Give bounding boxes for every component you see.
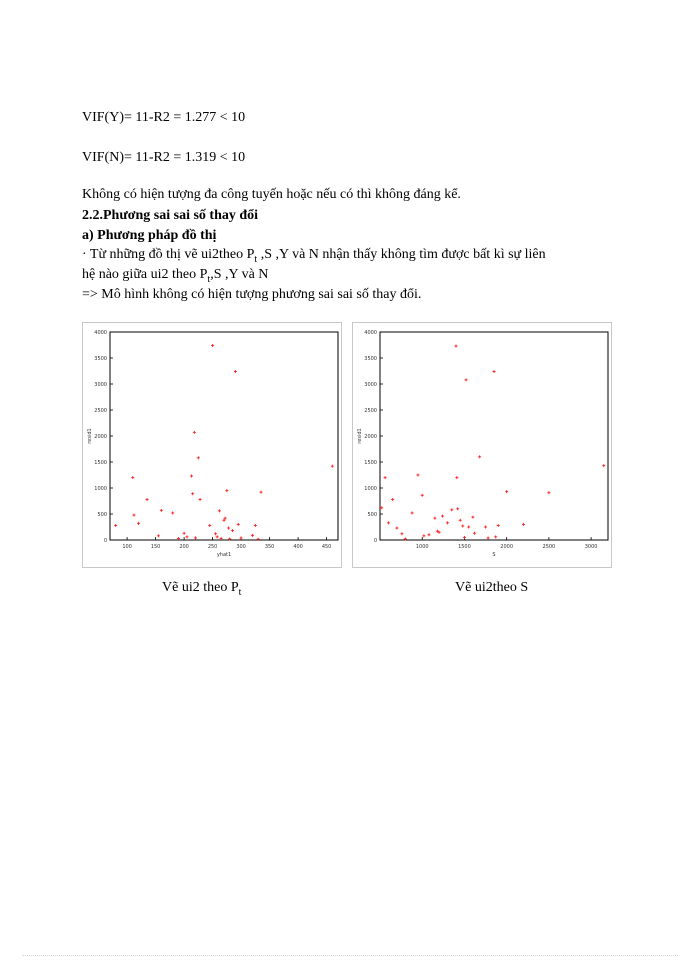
scatter-point bbox=[421, 494, 424, 497]
caption-left-pre: Vẽ ui2 theo P bbox=[162, 580, 239, 595]
scatter-point bbox=[157, 534, 160, 537]
x-tick-label: 250 bbox=[207, 544, 218, 550]
x-tick-label: 3000 bbox=[584, 544, 598, 550]
scatter-point bbox=[191, 492, 194, 495]
chart-frame bbox=[353, 323, 612, 568]
scatter-point bbox=[547, 491, 550, 494]
scatter-point bbox=[459, 519, 462, 522]
scatter-point bbox=[493, 370, 496, 373]
subsection-heading: a) Phương pháp đồ thị bbox=[82, 228, 217, 243]
vif-y-formula: VIF(Y)= 11-R2 = 1.277 < 10 bbox=[82, 110, 246, 125]
scatter-point bbox=[231, 529, 234, 532]
scatter-point bbox=[218, 509, 221, 512]
y-tick-label: 1000 bbox=[364, 486, 377, 492]
y-tick-label: 3000 bbox=[94, 382, 107, 388]
scatter-point bbox=[484, 526, 487, 529]
scatter-point bbox=[237, 523, 240, 526]
scatter-point bbox=[183, 532, 186, 535]
scatter-point bbox=[132, 514, 135, 517]
scatter-plot-ui2-vs-pt bbox=[82, 322, 342, 568]
scatter-point bbox=[463, 536, 466, 539]
scatter-point bbox=[455, 345, 458, 348]
scatter-point bbox=[602, 464, 605, 467]
scatter-point bbox=[461, 524, 464, 527]
scatter-point bbox=[171, 511, 174, 514]
y-tick-label: 0 bbox=[373, 538, 377, 544]
x-tick-label: 1500 bbox=[458, 544, 471, 550]
body-line-2 bbox=[82, 267, 268, 285]
scatter-point bbox=[137, 522, 140, 525]
y-tick-label: 500 bbox=[97, 512, 107, 518]
scatter-point bbox=[216, 535, 219, 538]
y-tick-label: 1500 bbox=[364, 460, 377, 466]
scatter-point bbox=[177, 537, 180, 540]
scatter-point bbox=[427, 533, 430, 536]
scatter-point bbox=[497, 524, 500, 527]
x-tick-label: 200 bbox=[179, 544, 189, 550]
y-axis-label: resid1 bbox=[357, 428, 363, 444]
scatter-point bbox=[441, 515, 444, 518]
y-tick-label: 2000 bbox=[94, 434, 107, 440]
scatter-point bbox=[251, 534, 254, 537]
plot-area bbox=[110, 332, 338, 540]
body-line-2-sub: t bbox=[207, 273, 211, 285]
y-tick-label: 4000 bbox=[364, 330, 377, 336]
scatter-point bbox=[260, 491, 263, 494]
scatter-point bbox=[146, 498, 149, 501]
y-tick-label: 2500 bbox=[364, 408, 377, 414]
x-tick-label: 400 bbox=[293, 544, 303, 550]
body-line-1 bbox=[82, 247, 546, 265]
scatter-point bbox=[391, 498, 394, 501]
y-tick-label: 0 bbox=[103, 538, 107, 544]
scatter-point bbox=[487, 536, 490, 539]
x-tick-label: 2000 bbox=[500, 544, 514, 550]
y-tick-label: 4000 bbox=[94, 330, 107, 336]
scatter-point bbox=[411, 511, 414, 514]
scatter-point bbox=[494, 535, 497, 538]
y-tick-label: 3500 bbox=[364, 356, 377, 362]
x-tick-label: 2500 bbox=[542, 544, 556, 550]
y-tick-label: 1500 bbox=[94, 460, 107, 466]
scatter-point bbox=[160, 509, 163, 512]
chart-frame bbox=[83, 323, 342, 568]
scatter-point bbox=[456, 507, 459, 510]
scatter-point bbox=[227, 527, 230, 530]
scatter-point bbox=[473, 532, 476, 535]
scatter-point bbox=[131, 476, 134, 479]
x-tick-label: 450 bbox=[321, 544, 332, 550]
y-tick-label: 1000 bbox=[94, 486, 107, 492]
x-tick-label: 100 bbox=[122, 544, 132, 550]
scatter-point bbox=[400, 532, 403, 535]
body-line-1-post: ,S ,Y và N nhận thấy không tìm được bất kì sự liên bbox=[257, 247, 546, 262]
vif-n-formula: VIF(N)= 11-R2 = 1.319 < 10 bbox=[82, 150, 246, 165]
x-tick-label: 300 bbox=[236, 544, 246, 550]
scatter-point bbox=[446, 521, 449, 524]
scatter-point bbox=[254, 524, 257, 527]
conclusion-text: Không có hiện tượng đa công tuyến hoặc nếu có thì không đáng kể. bbox=[82, 187, 461, 202]
caption-left bbox=[162, 580, 241, 598]
scatter-point bbox=[214, 532, 217, 535]
page-bottom-rule bbox=[22, 955, 678, 956]
scatter-point bbox=[395, 527, 398, 530]
y-tick-label: 500 bbox=[367, 512, 377, 518]
scatter-point bbox=[455, 476, 458, 479]
x-tick-label: 1000 bbox=[415, 544, 429, 550]
scatter-point bbox=[522, 523, 525, 526]
x-tick-label: 350 bbox=[264, 544, 275, 550]
body-line-2-post: ,S ,Y và N bbox=[210, 267, 269, 282]
scatter-point bbox=[384, 476, 387, 479]
plot-area bbox=[380, 332, 608, 540]
y-tick-label: 3000 bbox=[364, 382, 377, 388]
y-tick-label: 2000 bbox=[364, 434, 377, 440]
scatter-point bbox=[185, 535, 188, 538]
scatter-point bbox=[234, 370, 237, 373]
scatter-plot-ui2-vs-s bbox=[352, 322, 612, 568]
body-line-2-pre: hệ nào giữa ui2 theo P bbox=[82, 267, 208, 282]
scatter-point bbox=[417, 474, 420, 477]
caption-left-sub: t bbox=[238, 586, 242, 598]
scatter-point bbox=[422, 534, 425, 537]
x-axis-label: S bbox=[492, 552, 496, 558]
scatter-point bbox=[225, 489, 228, 492]
scatter-point bbox=[199, 498, 202, 501]
scatter-point bbox=[114, 524, 117, 527]
scatter-chart-left bbox=[82, 322, 342, 568]
scatter-point bbox=[380, 506, 383, 509]
scatter-point bbox=[387, 521, 390, 524]
y-tick-label: 3500 bbox=[94, 356, 107, 362]
scatter-point bbox=[467, 526, 470, 529]
scatter-point bbox=[194, 536, 197, 539]
body-line-1-pre: · Từ những đồ thị vẽ ui2theo P bbox=[82, 247, 255, 262]
section-heading: 2.2.Phương sai sai số thay đổi bbox=[82, 208, 259, 223]
scatter-point bbox=[471, 516, 474, 519]
scatter-point bbox=[505, 490, 508, 493]
scatter-point bbox=[450, 508, 453, 511]
scatter-point bbox=[193, 431, 196, 434]
body-line-3: => Mô hình không có hiện tượng phương sai sai số thay đổi. bbox=[82, 287, 422, 302]
scatter-point bbox=[197, 456, 200, 459]
x-axis-label: yhat1 bbox=[216, 552, 232, 558]
scatter-point bbox=[433, 517, 436, 520]
scatter-point bbox=[220, 537, 223, 540]
scatter-point bbox=[211, 344, 214, 347]
scatter-chart-right bbox=[352, 322, 612, 568]
caption-right: Vẽ ui2theo S bbox=[455, 580, 529, 595]
scatter-point bbox=[190, 475, 193, 478]
body-line-1-sub: t bbox=[254, 253, 258, 265]
scatter-point bbox=[240, 536, 243, 539]
x-tick-label: 150 bbox=[150, 544, 161, 550]
scatter-point bbox=[208, 524, 211, 527]
scatter-point bbox=[478, 455, 481, 458]
y-axis-label: resid1 bbox=[87, 428, 93, 444]
scatter-point bbox=[465, 378, 468, 381]
y-tick-label: 2500 bbox=[94, 408, 107, 414]
scatter-point bbox=[331, 465, 334, 468]
